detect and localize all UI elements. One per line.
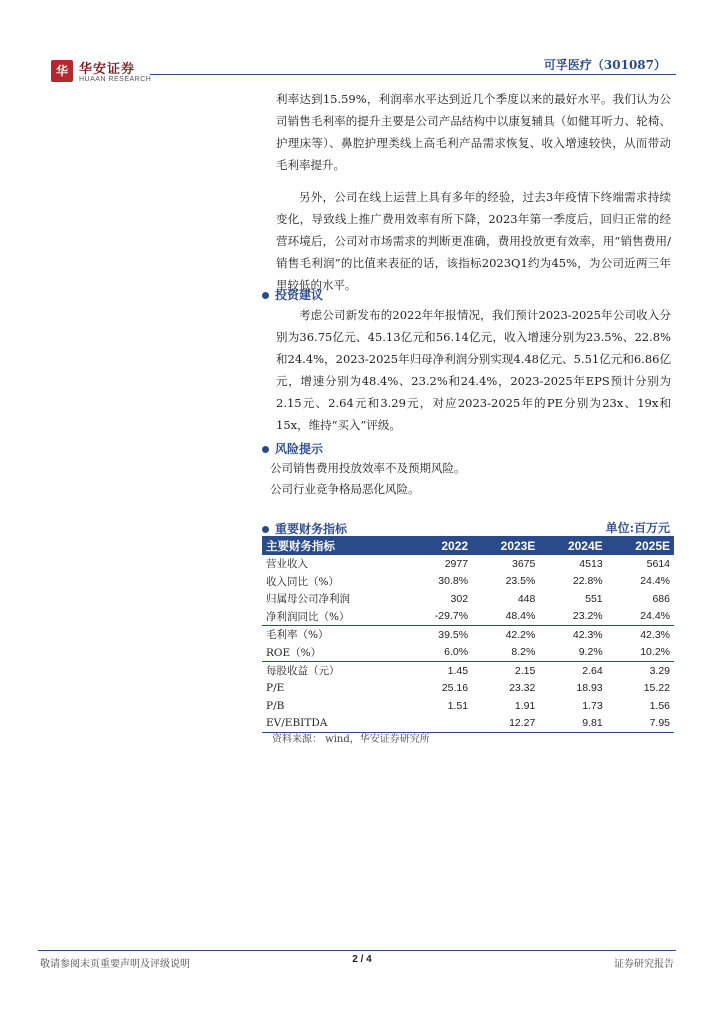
table-cell: 9.2% bbox=[578, 646, 603, 659]
table-row bbox=[262, 697, 674, 715]
footer-report-type: 证券研究报告 bbox=[614, 959, 674, 970]
financial-table bbox=[262, 536, 674, 733]
table-row bbox=[262, 573, 674, 591]
row-label: P/E bbox=[266, 682, 285, 695]
table-cell: 23.5% bbox=[505, 575, 536, 588]
table-cell: 9.81 bbox=[539, 715, 606, 733]
table-cell: 2.15 bbox=[472, 662, 539, 680]
section-title: 投资建议 bbox=[275, 288, 324, 302]
table-cell: 42.3% bbox=[607, 626, 674, 644]
table-cell: -29.7% bbox=[434, 610, 469, 623]
row-label: P/B bbox=[266, 699, 285, 712]
table-cell: 448 bbox=[517, 592, 536, 605]
table-cell: 302 bbox=[450, 592, 469, 605]
bullet-icon bbox=[262, 526, 269, 533]
table-cell: 15.22 bbox=[643, 682, 670, 695]
table-cell: 39.5% bbox=[407, 626, 472, 644]
table-cell: 23.32 bbox=[509, 682, 536, 695]
header-divider bbox=[150, 74, 676, 75]
table-cell: 24.4% bbox=[640, 610, 670, 623]
table-row bbox=[262, 680, 674, 698]
table-cell: 22.8% bbox=[572, 575, 603, 588]
table-cell: 6.0% bbox=[444, 646, 469, 659]
table-cell: 8.2% bbox=[511, 646, 536, 659]
section-title: 风险提示 bbox=[275, 442, 324, 456]
row-label: 收入同比（%） bbox=[266, 575, 339, 588]
table-cell: 1.45 bbox=[407, 662, 472, 680]
brand-name: 华安证券 bbox=[79, 62, 136, 77]
table-cell: 5614 bbox=[646, 557, 670, 570]
table-cell: 686 bbox=[652, 592, 670, 605]
unit-label: 单位:百万元 bbox=[605, 521, 670, 535]
bullet-icon bbox=[262, 292, 269, 299]
table-cell: 2977 bbox=[444, 557, 469, 570]
table-cell: 42.2% bbox=[472, 626, 539, 644]
table-cell: 48.4% bbox=[505, 610, 536, 623]
section-financials bbox=[262, 520, 347, 537]
column-header: 2023E bbox=[472, 536, 539, 555]
paragraph-online-operation: 另外，公司在线上运营上具有多年的经验，过去3年疫情下终端需求持续变化，导致线上推广费用效率有所下降，2023年第一季度后，回归正常的经营环境后，公司对市场需求的判断更准确，费用投放更有效率，用“销售费用/销售毛利润”的比值来表征的话，该指标2023Q1约为45%，为公司近两三年里较低的水平。 bbox=[276, 190, 671, 292]
column-header: 2024E bbox=[539, 536, 606, 555]
risk-item: 公司销售费用投放效率不及预期风险。 bbox=[270, 461, 466, 475]
section-risk bbox=[262, 440, 323, 457]
brand-subtitle: HUAAN RESEARCH bbox=[79, 76, 152, 83]
row-label: 毛利率（%） bbox=[262, 626, 407, 644]
table-cell: 18.93 bbox=[576, 682, 603, 695]
table-cell: 1.56 bbox=[649, 699, 670, 712]
table-row bbox=[262, 644, 674, 662]
table-row bbox=[262, 662, 674, 680]
table-cell: 4513 bbox=[579, 557, 603, 570]
table-header-row bbox=[262, 536, 674, 555]
risk-item: 公司行业竞争格局恶化风险。 bbox=[270, 482, 420, 496]
section-title: 重要财务指标 bbox=[275, 522, 348, 536]
table-cell: 2.64 bbox=[539, 662, 606, 680]
table-row bbox=[262, 626, 674, 644]
table-cell: 3.29 bbox=[607, 662, 674, 680]
row-label: 每股收益（元） bbox=[262, 662, 407, 680]
table-row bbox=[262, 608, 674, 626]
table-cell: 30.8% bbox=[438, 575, 469, 588]
table-cell: 25.16 bbox=[441, 682, 469, 695]
table-cell: 7.95 bbox=[607, 715, 674, 733]
row-label: 归属母公司净利润 bbox=[266, 593, 350, 606]
table-cell: 551 bbox=[585, 592, 603, 605]
table-source: 资料来源： wind，华安证券研究所 bbox=[272, 734, 430, 745]
company-logo: 华 bbox=[51, 60, 73, 82]
column-header: 主要财务指标 bbox=[262, 536, 407, 555]
table-cell: 3675 bbox=[512, 557, 536, 570]
footer-disclaimer: 敬请参阅末页重要声明及评级说明 bbox=[40, 959, 190, 970]
column-header: 2025E bbox=[607, 536, 674, 555]
table-row bbox=[262, 590, 674, 608]
report-stock-title: 可孚医疗（301087） bbox=[543, 58, 666, 72]
bullet-icon bbox=[262, 446, 269, 453]
table-cell: 1.91 bbox=[514, 699, 536, 712]
section-investment bbox=[262, 286, 323, 303]
row-label: ROE（%） bbox=[266, 646, 322, 659]
row-label: 营业收入 bbox=[266, 558, 308, 571]
paragraph-investment: 考虑公司新发布的2022年年报情况，我们预计2023-2025年公司收入分别为36.75亿元、45.13亿元和56.14亿元，收入增速分别为23.5%、22.8%和24.4%，2023-2025年归母净利润分别实现4.48亿元、5.51亿元和6.86亿元，增速分别为48.4%、23.2%和24.4%，2023-2025年EPS预计分别为2.15元、2.64元和3.29元，对应2023-2025年的PE分别为23x、19x和15x，维持“买入”评级。 bbox=[276, 308, 671, 432]
page-number: 2 / 4 bbox=[352, 954, 372, 965]
table-cell: 1.73 bbox=[582, 699, 603, 712]
table-cell: 42.3% bbox=[539, 626, 606, 644]
table-cell: 10.2% bbox=[640, 646, 670, 659]
table-row bbox=[262, 555, 674, 573]
row-label: 净利润同比（%） bbox=[266, 610, 350, 623]
footer-divider bbox=[38, 950, 676, 951]
row-label: EV/EBITDA bbox=[262, 715, 407, 733]
paragraph-margin: 利率达到15.59%，利润率水平达到近几个季度以来的最好水平。我们认为公司销售毛利率的提升主要是公司产品结构中以康复辅具（如健耳听力、轮椅、护理床等）、鼻腔护理类线上高毛利产品需求恢复、收入增速较快，从而带动毛利率提升。 bbox=[276, 92, 671, 172]
table-cell: 1.51 bbox=[447, 699, 469, 712]
column-header: 2022 bbox=[407, 536, 472, 555]
table-cell: 23.2% bbox=[572, 610, 603, 623]
table-cell: 24.4% bbox=[640, 575, 670, 588]
table-cell: 12.27 bbox=[472, 715, 539, 733]
